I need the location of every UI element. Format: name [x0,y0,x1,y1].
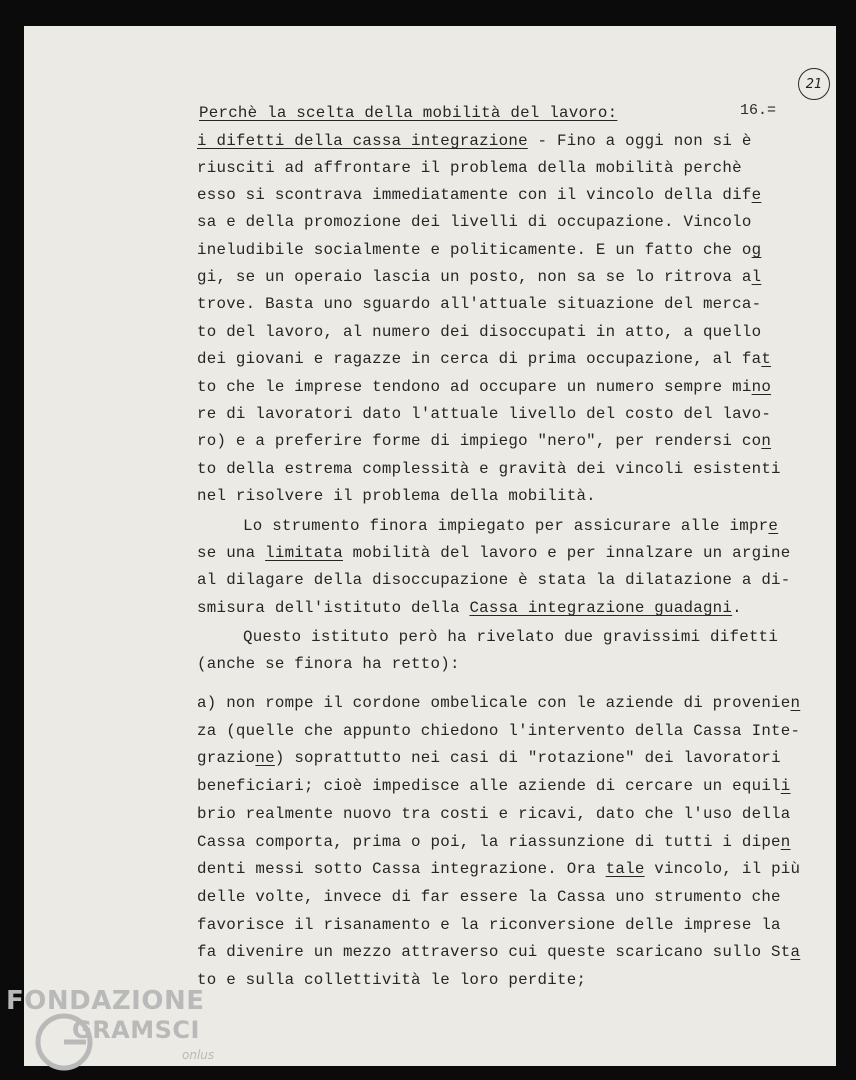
text-run: Cassa comporta, prima o poi, la riassunzione di tutti i dipe [197,833,781,851]
text-run: denti messi sotto Cassa integrazione. Ora [197,860,606,878]
folio-stamp [798,68,830,100]
text-run: trove. Basta uno sguardo all'attuale situazione del merca- [197,295,762,313]
underlined-text: limitata [265,544,343,562]
text-line [197,777,791,795]
underlined-text: i difetti della cassa integrazione [197,132,528,150]
text-run: ro) e a preferire forme di impiego "nero", per rendersi co [197,432,762,450]
text-line [197,860,800,878]
text-run: dei giovani e ragazze in cerca di prima occupazione, al fa [197,350,762,368]
underlined-text: n [761,432,772,450]
underlined-text: e [768,517,779,535]
text-line [197,432,771,450]
text-run: gi, se un operaio lascia un posto, non sa se lo ritrova a [197,268,752,286]
watermark-line3: onlus [182,1048,215,1062]
text-run: mobilità del lavoro e per innalzare un argine [342,544,791,562]
underlined-text: i [780,777,791,795]
text-run: se una [197,544,266,562]
text-line [197,213,752,231]
watermark [6,986,215,1062]
text-run: . [732,599,742,617]
text-run: to che le imprese tendono ad occupare un numero sempre mi [197,378,752,396]
text-run: sa e della promozione dei livelli di occupazione. Vincolo [197,213,752,231]
underlined-text: l [751,268,762,286]
folio-number: 21 [805,76,823,92]
text-line [197,405,771,423]
text-line [197,241,761,259]
text-line [243,628,778,646]
text-line [199,104,617,122]
underlined-text: no [751,378,772,396]
text-line [197,722,800,740]
text-run: esso si scontrava immediatamente con il vincolo della dif [197,186,752,204]
text-line [197,487,596,505]
text-line [197,833,791,851]
text-line [197,916,781,934]
text-line [197,378,771,396]
text-run: smisura dell'istituto della [197,599,470,617]
text-line [197,186,761,204]
text-line [197,943,800,961]
text-run: beneficiari; cioè impedisce alle aziende di cercare un equil [197,777,781,795]
underlined-text: ne [255,749,275,767]
text-line [197,268,761,286]
text-run: favorisce il risanamento e la riconversione delle imprese la [197,916,781,934]
text-run: - Fino a oggi non si è [527,132,752,150]
text-line [197,655,460,673]
text-line [197,805,791,823]
text-line [197,599,742,617]
text-line [197,971,586,989]
watermark-line1: FONDAZIONE [6,986,205,1016]
text-run: to del lavoro, al numero dei disoccupati in atto, a quello [197,323,762,341]
text-line [197,571,791,589]
text-run: re di lavoratori dato l'attuale livello del costo del lavo- [197,405,772,423]
text-run: to della estrema complessità e gravità dei vincoli esistenti [197,460,781,478]
text-run: brio realmente nuovo tra costi e ricavi, dato che l'uso della [197,805,791,823]
watermark-line2: GRAMSCI [72,1016,200,1044]
text-run: ineludibile socialmente e politicamente. E un fatto che o [197,241,752,259]
underlined-text: a [790,943,801,961]
underlined-text: g [751,241,762,259]
text-run: delle volte, invece di far essere la Cassa uno strumento che [197,888,781,906]
underlined-text: Perchè la scelta della mobilità del lavoro: [199,104,618,122]
text-run: za (quelle che appunto chiedono l'intervento della Cassa Inte- [197,722,801,740]
text-run: to e sulla collettività le loro perdite; [197,971,587,989]
text-run: riusciti ad affrontare il problema della mobilità perchè [197,159,742,177]
text-line [197,295,761,313]
text-run: fa divenire un mezzo attraverso cui queste scaricano sullo St [197,943,791,961]
text-line [197,132,752,150]
text-run: ) soprattutto nei casi di "rotazione" dei lavoratori [274,749,781,767]
text-line [243,517,778,535]
text-run: al dilagare della disoccupazione è stata la dilatazione a di- [197,571,791,589]
text-line [197,888,781,906]
text-line [197,350,771,368]
text-line [197,323,761,341]
underlined-text: t [761,350,772,368]
underlined-text: tale [605,860,645,878]
text-line [197,749,781,767]
text-run: grazio [197,749,256,767]
underlined-text: n [790,694,801,712]
text-line [197,159,742,177]
text-run: a) non rompe il cordone ombelicale con le aziende di provenie [197,694,791,712]
text-run: nel risolvere il problema della mobilità. [197,487,596,505]
text-run: Questo istituto però ha rivelato due gravissimi difetti [243,628,779,646]
text-line [197,694,800,712]
text-line [197,544,791,562]
underlined-text: e [751,186,762,204]
text-run: vincolo, il più [644,860,801,878]
text-run: (anche se finora ha retto): [197,655,460,673]
page-number: 16.= [740,102,777,119]
underlined-text: Cassa integrazione guadagni [469,599,733,617]
text-run: Lo strumento finora impiegato per assicurare alle impr [243,517,769,535]
underlined-text: n [780,833,791,851]
text-line [197,460,781,478]
